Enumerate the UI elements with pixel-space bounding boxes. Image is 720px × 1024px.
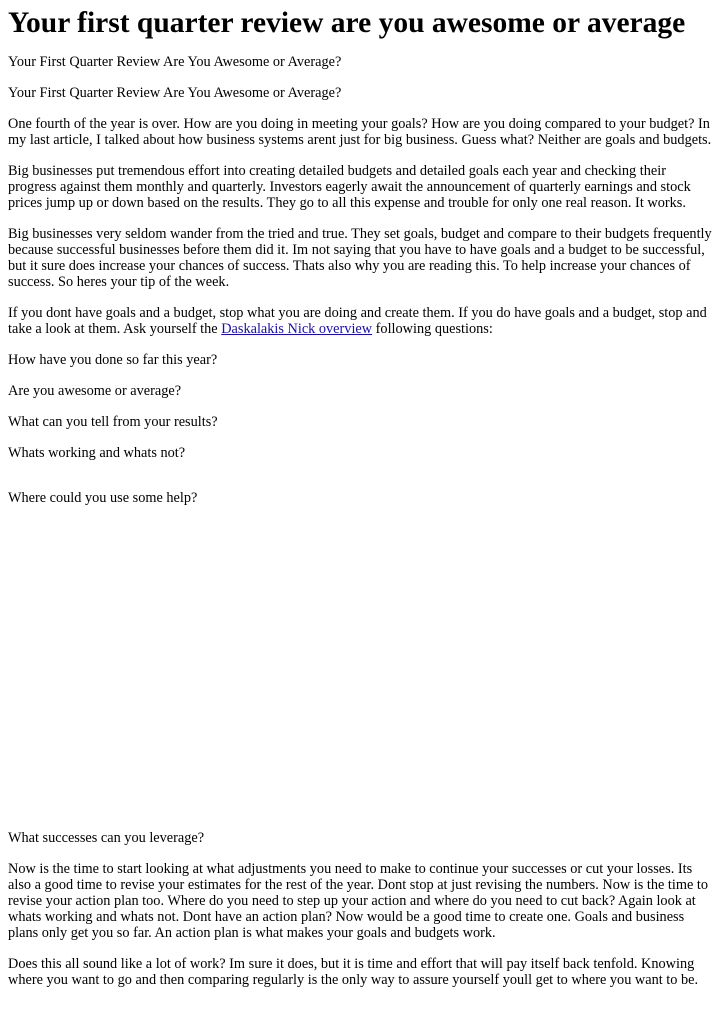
page-title: Your first quarter review are you awesome or average <box>8 7 686 39</box>
paragraph-adjustments: Now is the time to start looking at what adjustments you need to make to continue your successes or cut your losses. Its also a good time to revise your estimates for the rest of the year. Dont stop at just revising the numbers. Now is the time to revise your action plan too. Where do you need to step up your action and where do you need to cut back? Again look at whats working and whats not. Dont have an action plan? Now would be a good time to create one. Goals and business plans only get you so far. An action plan is what makes your goals and budgets work. <box>8 861 709 941</box>
subtitle-repeat: Your First Quarter Review Are You Awesome or Average? <box>8 85 342 101</box>
question-results: What can you tell from your results? <box>8 414 218 430</box>
paragraph-tried-and-true: Big businesses very seldom wander from the tried and true. They set goals, budget and compare to their budgets frequently because successful businesses before them did it. Im not saying that you have to have goals and a budget to be successful, but it sure does increase your chances of success. Thats also why you are reading this. To help increase your chances of success. So heres your tip of the week. <box>8 226 712 290</box>
paragraph-text-after-link: following questions: <box>372 321 493 337</box>
paragraph-conclusion: Does this all sound like a lot of work? Im sure it does, but it is time and effort that will pay itself back tenfold. Knowing where you want to go and then comparing regularly is the only way to assure yourself youll get to where you want to be. <box>8 956 699 988</box>
question-help: Where could you use some help? <box>8 490 198 506</box>
blank-space <box>8 521 712 830</box>
paragraph-text-before-link: If you dont have goals and a budget, stop what you are doing and create them. If you do have goals and a budget, stop and take a look at them. Ask yourself the <box>8 305 707 337</box>
spacer <box>8 476 712 490</box>
paragraph-goals-budget <box>8 305 712 337</box>
subtitle: Your First Quarter Review Are You Awesome or Average? <box>8 54 342 70</box>
question-working: Whats working and whats not? <box>8 445 186 461</box>
overview-link[interactable]: Daskalakis Nick overview <box>221 321 373 337</box>
article <box>0 6 720 988</box>
question-leverage: What successes can you leverage? <box>8 830 205 846</box>
paragraph-intro: One fourth of the year is over. How are you doing in meeting your goals? How are you doing compared to your budget? In my last article, I talked about how business systems arent just for big business. Guess what? Neither are goals and budgets. <box>8 116 712 148</box>
paragraph-big-business: Big businesses put tremendous effort into creating detailed budgets and detailed goals each year and checking their progress against them monthly and quarterly. Investors eagerly await the announcement of quarterly earnings and stock prices jump up or down based on the results. They go to all this expense and trouble for only one real reason. It works. <box>8 163 691 211</box>
question-so-far: How have you done so far this year? <box>8 352 218 368</box>
question-awesome-average: Are you awesome or average? <box>8 383 182 399</box>
